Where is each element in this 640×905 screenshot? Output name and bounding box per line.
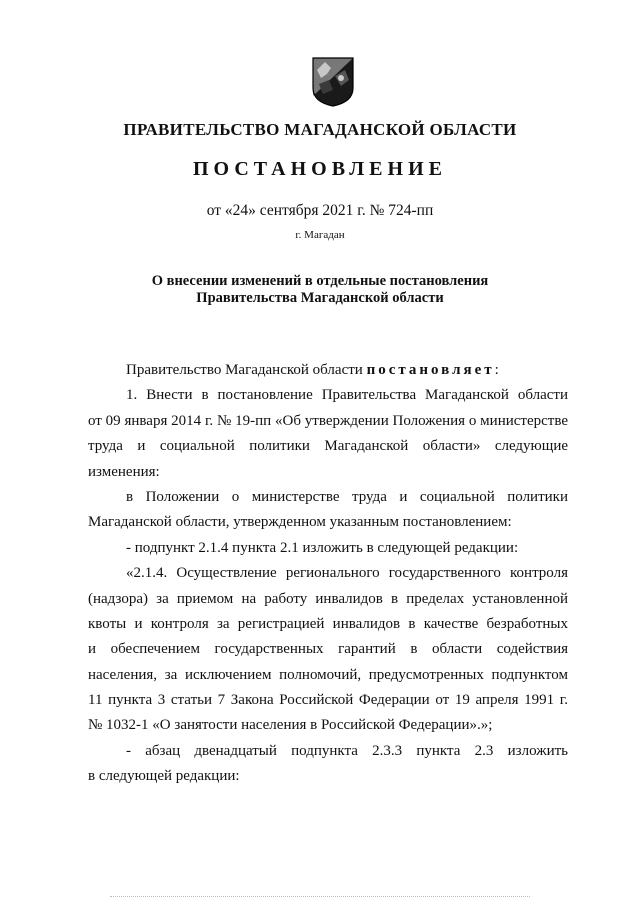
body-line: № 1032-1 «О занятости населения в Российской Федерации».»; [88, 717, 493, 734]
body-line: Магаданской области, утвержденном указанным постановлением: [88, 514, 512, 531]
document-date-number: от «24» сентября 2021 г. № 724-пп [206, 202, 434, 219]
body-line: в Положении о министерстве труда и социальной политики [126, 488, 568, 505]
body-line: и обеспечением государственных гарантий в области содействия [88, 641, 568, 658]
body-line: квоты и контроля за регистрацией инвалидов в качестве безработных [88, 615, 568, 632]
subject-line: Правительства Магаданской области [196, 290, 444, 306]
coat-of-arms-icon [311, 56, 355, 108]
body-line: населения, за исключением полномочий, предусмотренных подпунктом [88, 666, 568, 683]
body-line: труда и социальной политики Магаданской области» следующие [88, 438, 568, 455]
subject-line: О внесении изменений в отдельные постановления [151, 273, 489, 289]
intro-suffix: : [494, 362, 499, 378]
scan-edge-divider [110, 896, 530, 898]
body-line: «2.1.4. Осуществление регионального государственного контроля [126, 565, 568, 582]
government-title: ПРАВИТЕЛЬСТВО МАГАДАНСКОЙ ОБЛАСТИ [123, 120, 517, 139]
intro-line [88, 358, 568, 383]
body-line: 1. Внести в постановление Правительства Магаданской области [126, 387, 568, 404]
intro-prefix: Правительство Магаданской области [126, 362, 367, 378]
body-line: - подпункт 2.1.4 пункта 2.1 изложить в следующей редакции: [126, 539, 519, 556]
body-line: от 09 января 2014 г. № 19-пп «Об утверждении Положения о министерстве [88, 412, 568, 429]
intro-keyword: постановляет [366, 362, 495, 378]
body-line: в следующей редакции: [88, 768, 240, 785]
body-line: 11 пункта 3 статьи 7 Закона Российской Федерации от 19 апреля 1991 г. [88, 692, 568, 709]
body-line: - абзац двенадцатый подпункта 2.3.3 пункта 2.3 изложить [126, 742, 568, 759]
document-subject [0, 273, 640, 307]
document-body [88, 358, 568, 790]
document-type: ПОСТАНОВЛЕНИЕ [193, 158, 447, 180]
body-line: (надзора) за приемом на работу инвалидов в пределах установленной [88, 590, 568, 607]
body-line: изменения: [88, 463, 160, 480]
document-city: г. Магадан [295, 229, 345, 241]
